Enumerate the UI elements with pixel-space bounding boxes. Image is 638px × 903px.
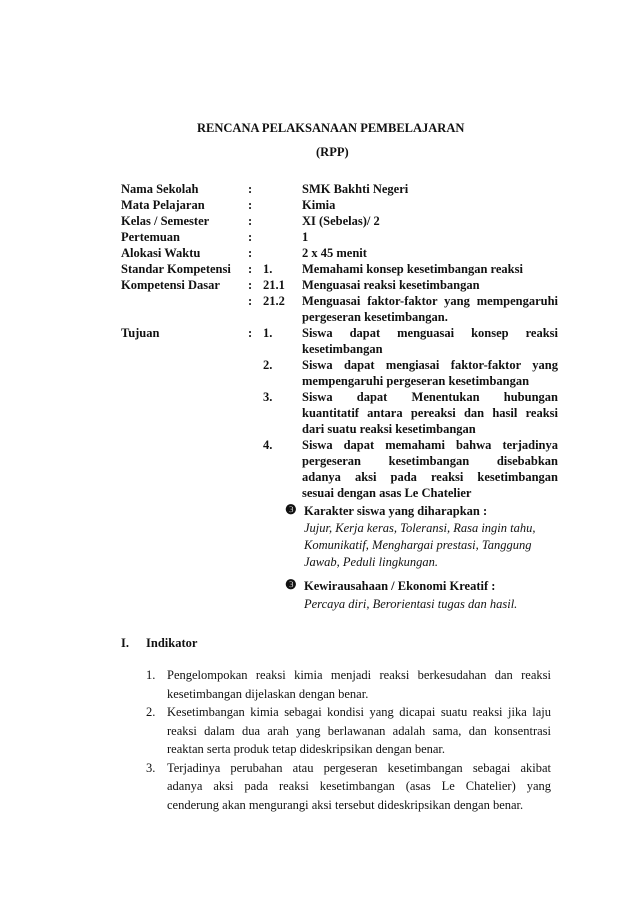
tujuan-text: dari suatu reaksi kesetimbangan	[302, 422, 476, 436]
info-label-mata-pelajaran: Mata Pelajaran	[121, 198, 205, 212]
tujuan-text: pergeseran kesetimbangan disebabkan	[302, 454, 558, 468]
info-value-mata-pelajaran: Kimia	[302, 198, 336, 212]
kompetensi-dasar-text: Menguasai faktor-faktor yang mempengaruhi	[302, 294, 558, 308]
standar-kompetensi-label: Standar Kompetensi	[121, 262, 231, 276]
indikator-text: Pengelompokan reaksi kimia menjadi reaksi berkesudahan dan reaksi	[167, 668, 551, 682]
tujuan-text: Siswa dapat menguasai konsep reaksi	[302, 326, 558, 340]
indikator-num: 3.	[146, 760, 156, 775]
kewirausahaan-heading: Kewirausahaan / Ekonomi Kreatif :	[304, 579, 496, 593]
indikator-text: Terjadinya perubahan atau pergeseran kesetimbangan sebagai akibat	[167, 760, 551, 775]
info-colon: :	[248, 230, 253, 244]
info-label-nama-sekolah: Nama Sekolah	[121, 182, 199, 196]
info-colon: :	[248, 262, 253, 276]
info-colon: :	[248, 198, 253, 212]
info-label-kelas-semester: Kelas / Semester	[121, 214, 210, 228]
tujuan-num: 4.	[263, 438, 273, 452]
info-label-alokasi-waktu: Alokasi Waktu	[121, 246, 201, 260]
tujuan-num: 2.	[263, 358, 273, 372]
tujuan-text: Siswa dapat memahami bahwa terjadinya	[302, 438, 558, 452]
karakter-heading: Karakter siswa yang diharapkan :	[304, 504, 488, 518]
karakter-text: Jawab, Peduli lingkungan.	[304, 555, 439, 569]
section-heading-indikator: Indikator	[146, 636, 198, 650]
tujuan-text: Siswa dapat mengiasai faktor-faktor yang	[302, 358, 558, 372]
section-roman-numeral: I.	[121, 636, 129, 650]
tujuan-text: mempengaruhi pergeseran kesetimbangan	[302, 374, 530, 388]
karakter-text: Komunikatif, Menghargai prestasi, Tanggung	[304, 538, 532, 552]
bullet-icon: ❸	[285, 502, 297, 517]
kompetensi-dasar-text: pergeseran kesetimbangan.	[302, 310, 448, 324]
tujuan-text: Siswa dapat Menentukan hubungan	[302, 390, 558, 404]
indikator-text: reaktan serta produk tetap dideskripsikan dengan benar.	[167, 742, 446, 756]
info-colon: :	[248, 214, 253, 228]
tujuan-text: adanya aksi pada reaksi kesetimbangan	[302, 470, 558, 484]
info-value-alokasi-waktu: 2 x 45 menit	[302, 246, 367, 260]
karakter-text: Jujur, Kerja keras, Toleransi, Rasa ingin tahu,	[304, 521, 536, 535]
info-colon: :	[248, 326, 253, 340]
document-title: RENCANA PELAKSANAAN PEMBELAJARAN	[197, 121, 465, 135]
document-subtitle: (RPP)	[316, 145, 349, 159]
info-value-nama-sekolah: SMK Bakhti Negeri	[302, 182, 409, 196]
tujuan-label: Tujuan	[121, 326, 160, 340]
indikator-num: 1.	[146, 668, 156, 682]
kompetensi-dasar-text: Menguasai reaksi kesetimbangan	[302, 278, 480, 292]
kompetensi-dasar-label: Kompetensi Dasar	[121, 278, 220, 292]
info-value-kelas-semester: XI (Sebelas)/ 2	[302, 214, 380, 228]
standar-kompetensi-value: Memahami konsep kesetimbangan reaksi	[302, 262, 523, 276]
tujuan-num: 1.	[263, 326, 273, 340]
info-label-pertemuan: Pertemuan	[121, 230, 181, 244]
standar-kompetensi-num: 1.	[263, 262, 273, 276]
kewirausahaan-text: Percaya diri, Berorientasi tugas dan hasil.	[304, 597, 518, 611]
indikator-text: Kesetimbangan kimia sebagai kondisi yang dicapai suatu reaksi jika laju	[167, 705, 551, 719]
bullet-icon: ❸	[285, 577, 297, 592]
tujuan-text: sesuai dengan asas Le Chatelier	[302, 486, 472, 500]
tujuan-text: kesetimbangan	[302, 342, 383, 356]
indikator-text: kesetimbangan dijelaskan dengan benar.	[167, 686, 369, 701]
info-colon: :	[248, 246, 253, 260]
kompetensi-dasar-num: 21.1	[263, 278, 285, 292]
info-colon: :	[248, 182, 253, 196]
tujuan-num: 3.	[263, 390, 273, 404]
indikator-text: adanya aksi pada reaksi kesetimbangan (asas Le Chatelier) yang	[167, 779, 551, 793]
info-colon: :	[248, 294, 253, 308]
indikator-text: reaksi dalam dua arah yang berlawanan adalah sama, dan konsentrasi	[167, 723, 551, 738]
info-value-pertemuan: 1	[302, 230, 309, 244]
tujuan-text: kuantitatif antara pereaksi dan hasil reaksi	[302, 406, 558, 420]
indikator-text: cenderung akan mengurangi aksi tersebut dideskripsikan dengan benar.	[167, 797, 524, 812]
indikator-num: 2.	[146, 705, 156, 719]
info-colon: :	[248, 278, 253, 292]
kompetensi-dasar-num: 21.2	[263, 294, 285, 308]
